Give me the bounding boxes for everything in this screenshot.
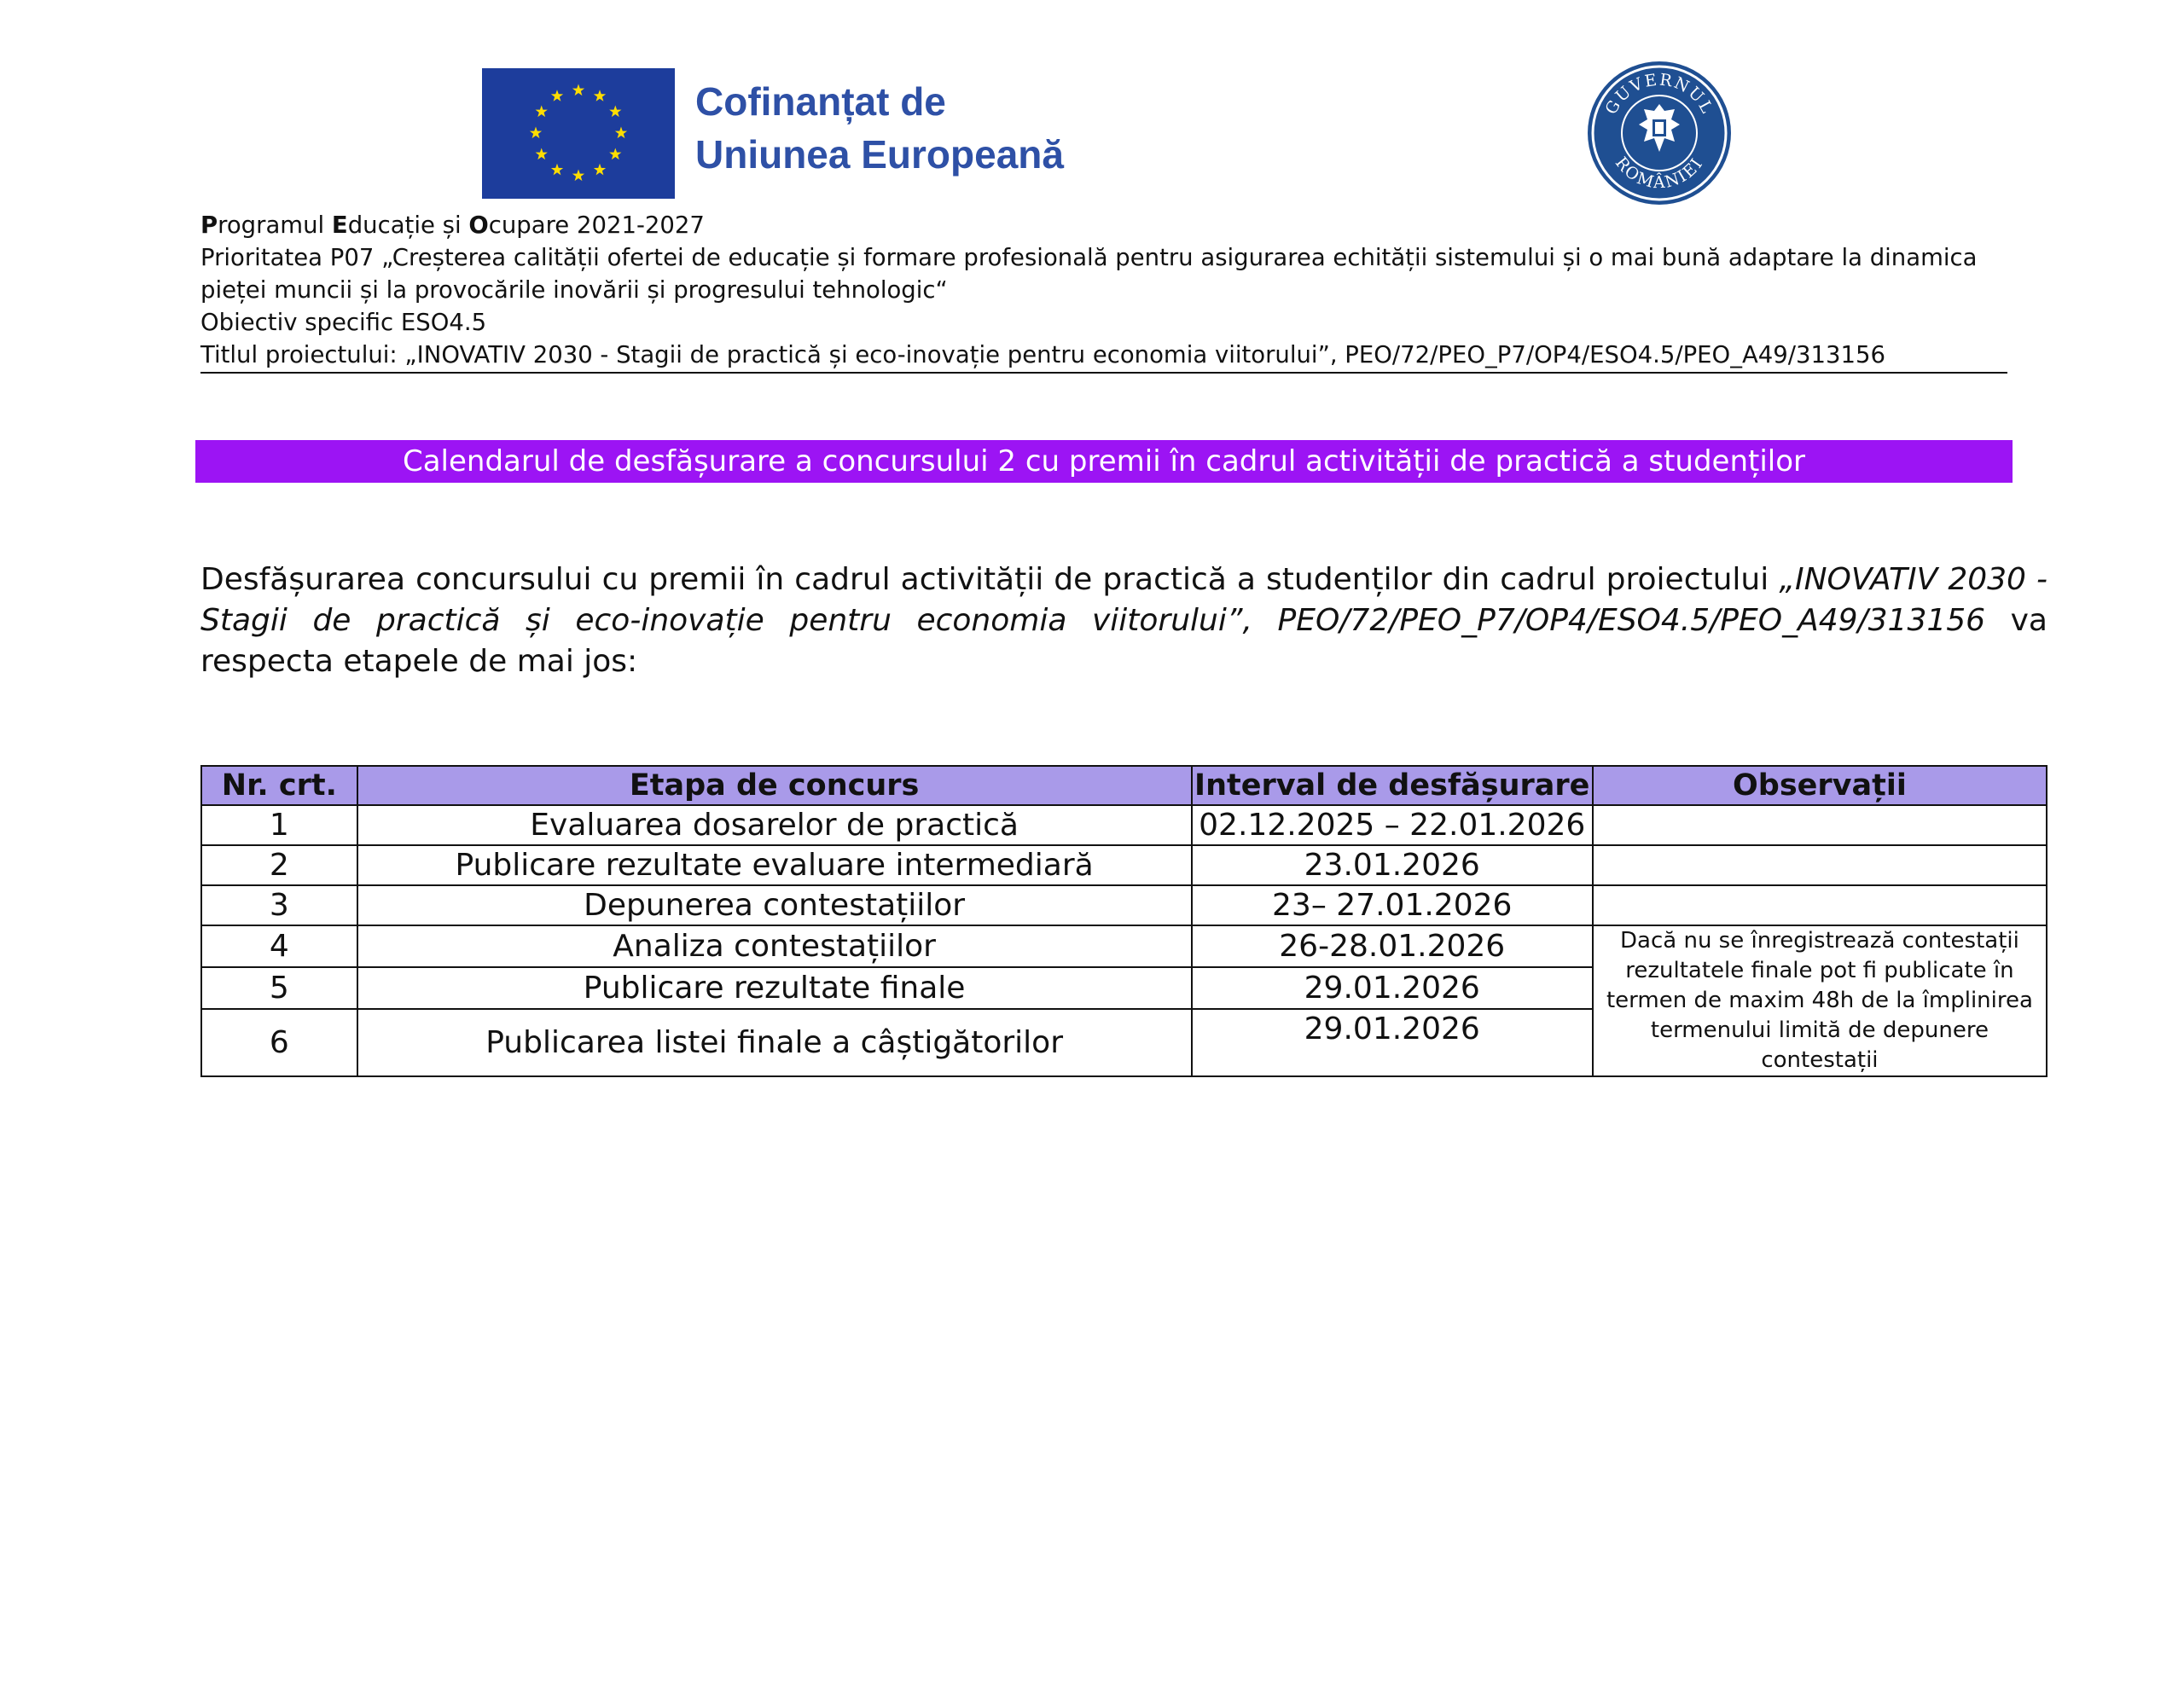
cell-etapa: Publicare rezultate finale — [357, 967, 1192, 1009]
cell-etapa: Depunerea contestațiilor — [357, 885, 1192, 925]
cell-nr: 6 — [201, 1009, 357, 1076]
header-nr: Nr. crt. — [201, 766, 357, 805]
cell-observatii-empty — [1593, 805, 2047, 845]
header-interval: Interval de desfășurare — [1192, 766, 1593, 805]
table-row — [201, 885, 2047, 925]
cell-observatii-note: Dacă nu se înregistrează contestații rezultatele finale pot fi publicate în termen de maxim 48h de la împlinirea termenului limită de depunere contestații — [1593, 925, 2047, 1076]
cell-observatii-empty — [1593, 885, 2047, 925]
program-name: Programul Educație și Ocupare 2021-2027 — [200, 212, 705, 239]
cell-nr: 4 — [201, 925, 357, 967]
program-priority: Prioritatea P07 „Creșterea calității ofertei de educație și formare profesională pentru asigurarea echității sistemului și o mai bună adaptare la dinamica pieței muncii și la provocările inovării și progresului tehnologic“ — [200, 244, 1978, 304]
cell-interval: 23.01.2026 — [1192, 845, 1593, 885]
intro-paragraph — [200, 559, 2048, 682]
cell-etapa: Analiza contestațiilor — [357, 925, 1192, 967]
calendar-banner-title: Calendarul de desfășurare a concursului 2 cu premii în cadrul activității de practică a studenților — [195, 440, 2013, 483]
cell-interval: 02.12.2025 – 22.01.2026 — [1192, 805, 1593, 845]
cell-interval: 26-28.01.2026 — [1192, 925, 1593, 967]
seal-bottom-text: ROMÂNIEI — [1611, 154, 1708, 193]
calendar-table — [200, 765, 2048, 1077]
cell-interval: 29.01.2026 — [1192, 967, 1593, 1009]
cell-nr: 3 — [201, 885, 357, 925]
program-objective: Obiectiv specific ESO4.5 — [200, 309, 487, 336]
eu-text-line1: Cofinanțat de — [695, 79, 946, 124]
cell-observatii-empty — [1593, 845, 2047, 885]
intro-project-name: „INOVATIV 2030 - Stagii de practică și eco-inovație pentru economia viitorului”, PEO/72/PEO_P7/OP4/ESO4.5/PEO_A49/313156 — [200, 562, 2048, 638]
cell-interval: 23– 27.01.2026 — [1192, 885, 1593, 925]
table-row — [201, 805, 2047, 845]
intro-part3: va respecta etapele de mai jos: — [200, 603, 2048, 679]
cell-etapa: Publicarea listei finale a câștigătorilor — [357, 1009, 1192, 1076]
cell-interval: 29.01.2026 — [1192, 1009, 1593, 1076]
seal-top-text: GUVERNUL — [1601, 70, 1717, 119]
table-row — [201, 925, 2047, 967]
program-header — [200, 209, 2009, 374]
cell-nr: 5 — [201, 967, 357, 1009]
intro-part1: Desfășurarea concursului cu premii în cadrul activității de practică a studenților din cadrul proiectului — [200, 562, 1780, 597]
table-header-row — [201, 766, 2047, 805]
cell-etapa: Publicare rezultate evaluare intermediară — [357, 845, 1192, 885]
header-etapa: Etapa de concurs — [357, 766, 1192, 805]
eu-flag-logo — [482, 68, 675, 199]
government-seal-logo — [1586, 60, 1733, 206]
cell-nr: 1 — [201, 805, 357, 845]
project-title: Titlul proiectului: „INOVATIV 2030 - Stagii de practică și eco-inovație pentru economia viitorului”, PEO/72/PEO_P7/OP4/ESO4.5/PEO_A49/313156 — [200, 339, 2007, 374]
cell-etapa: Evaluarea dosarelor de practică — [357, 805, 1192, 845]
table-row — [201, 845, 2047, 885]
cell-nr: 2 — [201, 845, 357, 885]
header-observatii: Observații — [1593, 766, 2047, 805]
eu-cofinancing-text — [695, 75, 1064, 181]
eu-text-line2: Uniunea Europeană — [695, 132, 1064, 177]
